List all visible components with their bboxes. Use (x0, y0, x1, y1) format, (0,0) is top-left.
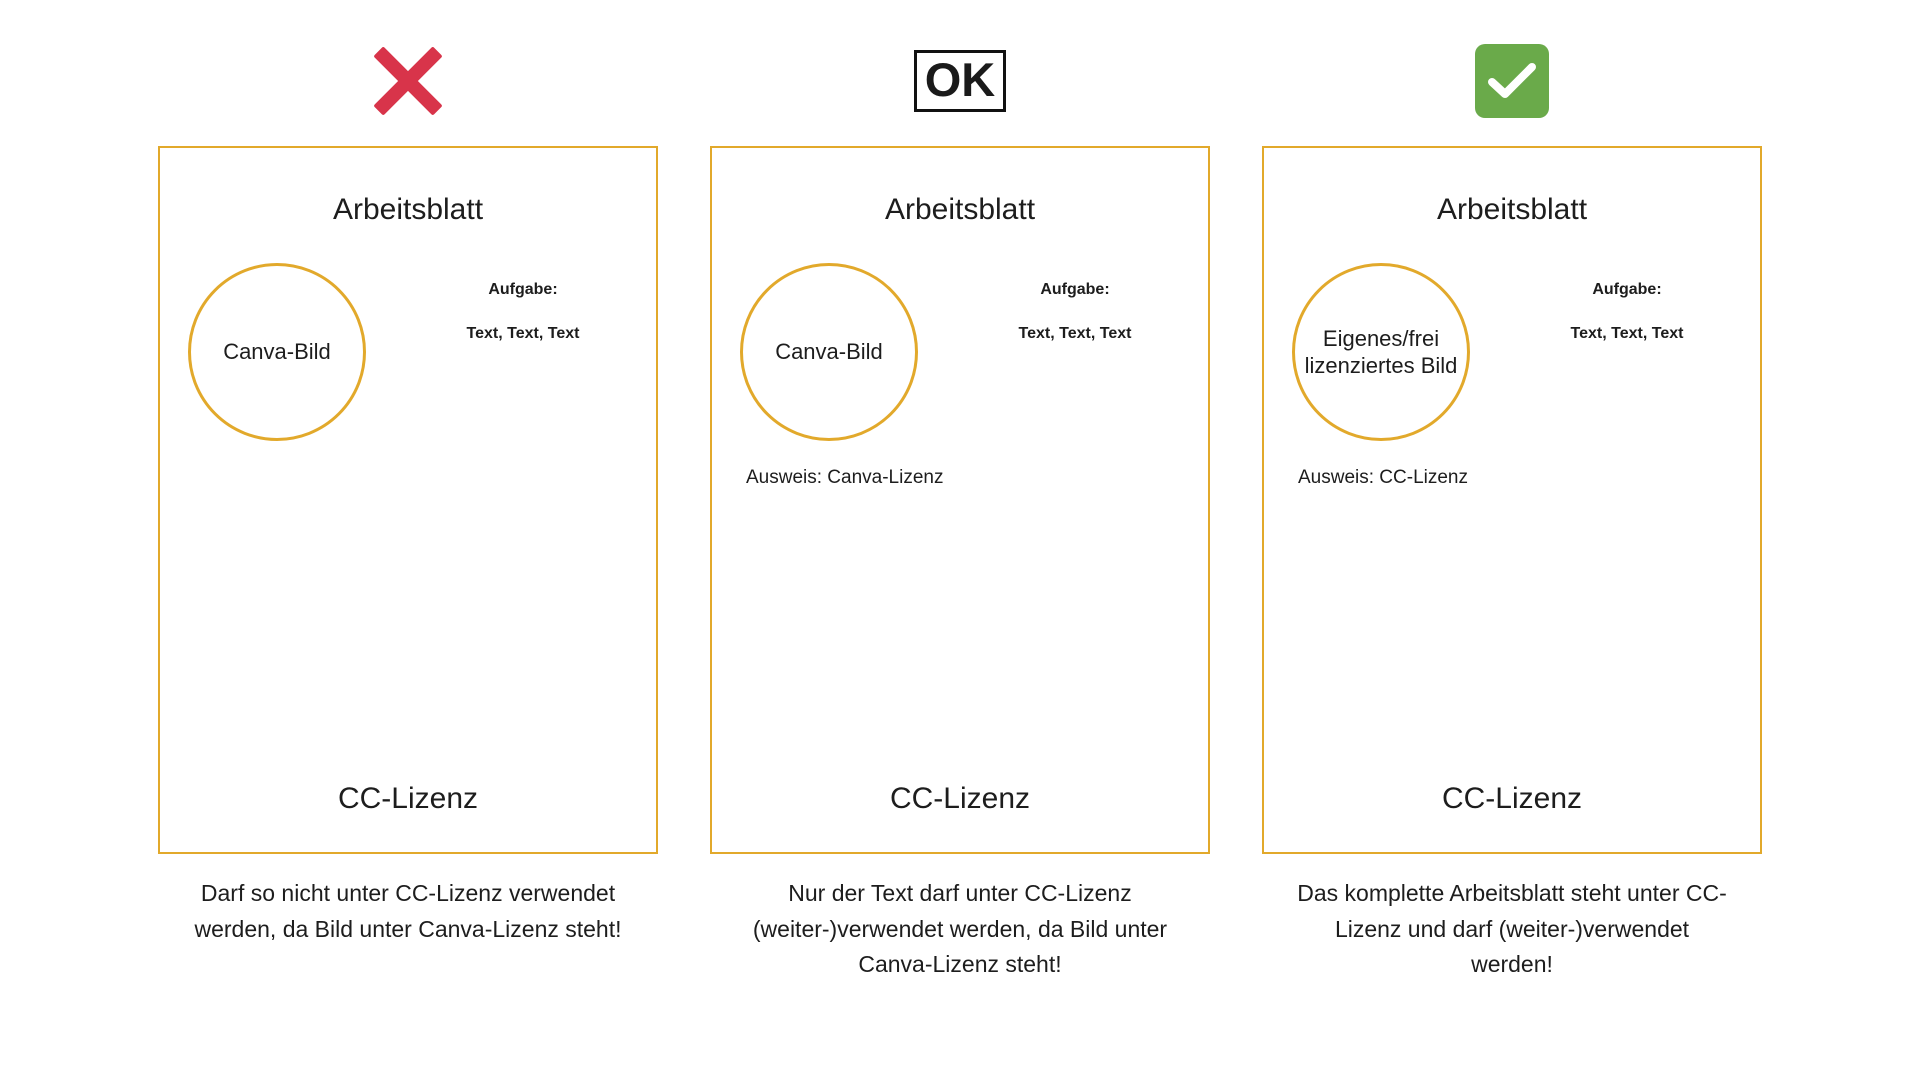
image-placeholder: Eigenes/frei lizenziertes Bild (1292, 263, 1470, 441)
worksheet-body (160, 255, 656, 505)
task-text: Text, Text, Text (466, 325, 580, 342)
task-block (408, 281, 638, 343)
case-caption: Darf so nicht unter CC-Lizenz verwendet werden, da Bild unter Canva-Lizenz steht! (194, 880, 622, 942)
status-mark-check (1475, 26, 1549, 136)
case-column-fully-allowed (1262, 26, 1762, 983)
worksheet-card (158, 146, 658, 854)
status-mark-ok (914, 26, 1007, 136)
worksheet-license-footer: CC-Lizenz (1441, 782, 1583, 815)
worksheet-license-footer: CC-Lizenz (337, 782, 479, 815)
case-caption: Nur der Text darf unter CC-Lizenz (weiter-)verwendet werden, da Bild unter Canva-Lizenz steht! (752, 880, 1168, 978)
worksheet-title: Arbeitsblatt (884, 193, 1036, 226)
license-badge-line: Ausweis: CC-Lizenz (1298, 467, 1468, 488)
task-block (1512, 281, 1742, 343)
task-label: Aufgabe: (1592, 281, 1662, 298)
worksheet-title: Arbeitsblatt (1436, 193, 1588, 226)
worksheet-body (712, 255, 1208, 505)
case-column-not-allowed (158, 26, 658, 947)
worksheet-title: Arbeitsblatt (332, 193, 484, 226)
case-caption: Das komplette Arbeitsblatt steht unter CC-Lizenz und darf (weiter-)verwendet werden! (1297, 880, 1727, 978)
worksheet-card (1262, 146, 1762, 854)
worksheet-license-footer: CC-Lizenz (889, 782, 1031, 815)
task-text: Text, Text, Text (1570, 325, 1684, 342)
worksheet-body (1264, 255, 1760, 505)
ok-box-icon: OK (914, 50, 1007, 111)
image-placeholder: Canva-Bild (740, 263, 918, 441)
red-cross-icon (369, 42, 447, 120)
task-label: Aufgabe: (488, 281, 558, 298)
worksheet-card (710, 146, 1210, 854)
license-badge-line: Ausweis: Canva-Lizenz (746, 467, 944, 488)
status-mark-cross (369, 26, 447, 136)
image-placeholder: Canva-Bild (188, 263, 366, 441)
green-check-icon (1475, 44, 1549, 118)
task-label: Aufgabe: (1040, 281, 1110, 298)
task-text: Text, Text, Text (1018, 325, 1132, 342)
task-block (960, 281, 1190, 343)
case-column-text-only (710, 26, 1210, 983)
